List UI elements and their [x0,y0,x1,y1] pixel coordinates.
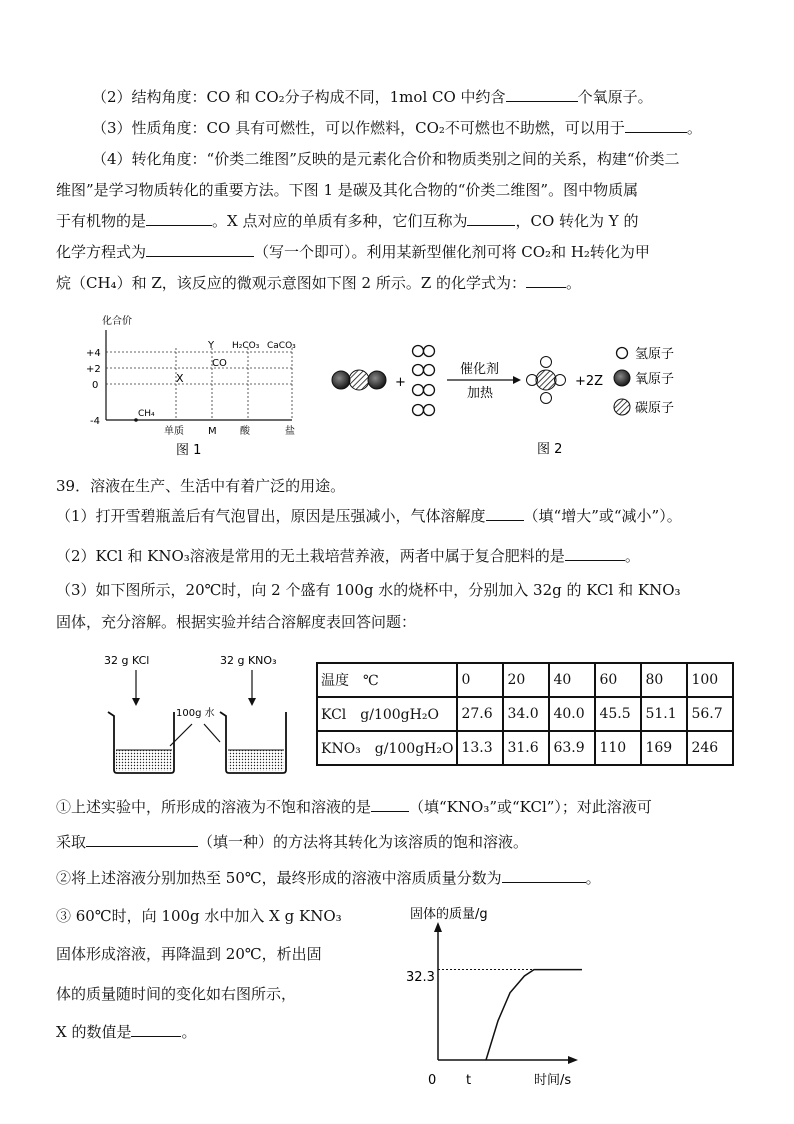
fig1-ylabel: 化合价 [102,316,132,327]
fig1-caption: 图 1 [176,443,202,458]
answer-blank[interactable] [502,868,586,883]
table-cell: 51.1 [641,697,687,731]
table-cell: 110 [595,731,641,765]
figure-1-valence-diagram [80,308,310,458]
q39-s1d: （填一种）的方法将其转化为该溶质的饱和溶液。 [198,833,529,851]
q39-sub2 [56,868,601,888]
q38-p4-l5b: 。 [566,274,582,292]
chart-origin: 0 [428,1073,437,1088]
q38-p2-end: 个氧原子。 [577,88,653,106]
q39-s2a: ②将上述溶液分别加热至 50℃，最终形成的溶液中溶质质量分数为 [56,869,502,887]
answer-blank[interactable] [526,273,566,288]
q39-p2 [56,546,640,566]
table-cell: 60 [595,663,641,697]
table-cell: 169 [641,731,687,765]
answer-blank[interactable] [131,1022,181,1037]
q39-p2a: （2）KCl 和 KNO₃溶液是常用的无土栽培营养液，两者中属于复合肥料的是 [56,547,565,565]
q39-p2b: 。 [624,547,640,565]
answer-blank[interactable] [467,211,515,226]
mass-time-chart [400,900,600,1092]
table-cell: 31.6 [503,731,549,765]
chart-t-marker: t [466,1073,472,1088]
beaker-right-label: 32 g KNO₃ [220,654,277,667]
q39-s3-l4b: 。 [181,1023,197,1041]
fig1-ytick: 0 [92,380,99,391]
q38-p4-l5a: 烷（CH₄）和 Z，该反应的微观示意图如下图 2 所示。Z 的化学式为： [56,274,527,292]
q39-p1 [56,506,682,526]
answer-blank[interactable] [506,87,578,102]
q39-sub3-line4 [56,1022,196,1042]
fig1-xtick: M [208,426,217,437]
table-cell: 27.6 [457,697,503,731]
table-cell: 0 [457,663,503,697]
q39-sub1-line1 [56,797,652,817]
pointer-line [204,724,220,742]
fig2-plus: + [395,375,406,390]
legend-carbon: 碳原子 [635,401,675,416]
fig2-plus-2z: +2Z [575,374,604,389]
fig2-caption: 图 2 [537,442,563,457]
q38-p4-line5 [56,273,581,293]
q39-s1a: ①上述实验中，所形成的溶液为不饱和溶液的是 [56,798,372,816]
q39-s2b: 。 [585,869,601,887]
fig1-xtick: 单质 [164,426,184,437]
q39-s1b: （填“KNO₃”或“KCl”）；对此溶液可 [409,798,652,816]
fig1-point-y: Y [208,340,215,351]
table-row [317,663,733,697]
q38-p2-text: （2）结构角度：CO 和 CO₂分子构成不同，1mol CO 中约含 [92,88,506,106]
hydrogen-legend-icon [617,348,628,359]
oxygen-legend-icon [614,370,630,386]
carbon-legend-icon [614,399,630,415]
answer-blank[interactable] [146,211,212,226]
h2-molecules [413,346,435,416]
q38-p4-l4a: 化学方程式为 [56,243,147,261]
q38-p4-line2: 维图”是学习物质转化的重要方法。下图 1 是碳及其化合物的“价类二维图”。图中物质属 [56,181,639,199]
figure-2-reaction-diagram [325,335,705,460]
answer-blank[interactable] [486,506,524,521]
table-cell: KNO₃ g/100gH₂O [317,731,457,765]
chart-y-marker: 32.3 [406,970,435,985]
table-cell: KCl g/100gH₂O [317,697,457,731]
legend-oxygen: 氧原子 [635,372,675,387]
q38-p2 [92,87,653,107]
q39-title: 39．溶液在生产、生活中有着广泛的用途。 [56,477,346,495]
water-label: 100g 水 [176,708,215,719]
co2-molecule [332,370,386,390]
solubility-table [316,662,734,766]
q38-p4-line1: （4）转化角度：“价类二维图”反映的是元素化合价和物质类别之间的关系，构建“价类二 [92,150,680,168]
fig2-catalyst: 催化剂 [460,362,500,377]
answer-blank[interactable] [625,118,687,133]
arrow-head [248,698,256,706]
ch4-molecule [527,357,566,404]
q38-p4-line4 [56,242,650,262]
beaker-diagram [100,650,310,775]
q39-sub1-line2 [56,832,528,852]
q38-p4-l4b: （写一个即可）。利用某新型催化剂可将 CO₂和 H₂转化为甲 [254,243,650,261]
q39-p3-line1: （3）如下图所示，20℃时，向 2 个盛有 100g 水的烧杯中，分别加入 32g 的 KCl 和 KNO₃ [56,581,681,599]
table-cell: 40.0 [549,697,595,731]
table-cell: 45.5 [595,697,641,731]
q39-p1b: （填“增大”或“减小”）。 [523,507,682,525]
q39-sub3-line3: 体的质量随时间的变化如右图所示， [56,985,297,1003]
answer-blank[interactable] [86,832,198,847]
fig1-point-ch4: CH₄ [138,409,155,419]
answer-blank[interactable] [371,797,409,812]
fig1-ytick: -4 [90,416,100,427]
table-cell: 63.9 [549,731,595,765]
chart-xlabel: 时间/s [534,1073,572,1088]
q38-p3-text: （3）性质角度：CO 具有可燃性，可以作燃料，CO₂不可燃也不助燃，可以用于 [92,119,625,137]
fig1-point-caco3: CaCO₃ [267,341,296,351]
arrow-head [132,698,140,706]
fig1-ytick: +2 [86,364,101,375]
q38-p4-l3a: 于有机物的是 [56,212,147,230]
chart-ylabel: 固体的质量/g [410,907,488,922]
fig1-xtick: 酸 [240,426,250,437]
table-cell: 80 [641,663,687,697]
legend-hydrogen: 氢原子 [635,347,675,362]
table-row [317,697,733,731]
table-cell: 246 [687,731,733,765]
answer-blank[interactable] [565,546,625,561]
q39-p3-line2: 固体，充分溶解。根据实验并结合溶解度表回答问题： [56,613,417,631]
q39-s1c: 采取 [56,833,87,851]
fig1-point-co: CO [212,358,227,369]
x-axis-arrow-icon [568,1056,578,1064]
fig1-point-x: X [176,372,184,385]
table-cell: 40 [549,663,595,697]
fig1-xtick: 盐 [285,426,295,437]
fig1-ytick: +4 [86,348,101,359]
table-cell: 56.7 [687,697,733,731]
chart-series-line [486,970,582,1060]
table-cell: 温度 ℃ [317,663,457,697]
beaker-left-label: 32 g KCl [104,654,150,667]
q39-sub3-line1: ③ 60℃时，向 100g 水中加入 X g KNO₃ [56,907,342,925]
right-beaker [220,712,286,773]
table-cell: 20 [503,663,549,697]
q39-p1a: （1）打开雪碧瓶盖后有气泡冒出，原因是压强减小，气体溶解度 [56,507,486,525]
answer-blank[interactable] [146,242,254,257]
table-cell: 100 [687,663,733,697]
fig2-heat: 加热 [467,386,494,401]
table-cell: 34.0 [503,697,549,731]
left-beaker [108,712,174,773]
fig1-point-h2co3: H₂CO₃ [232,341,260,351]
q38-p4-line3 [56,211,638,231]
q39-sub3-line2: 固体形成溶液，再降温到 20℃，析出固 [56,945,322,963]
q38-p4-l3c: ，CO 转化为 Y 的 [515,212,639,230]
fig2-arrow-head [513,376,521,384]
fig1-grid [106,348,292,420]
table-cell: 13.3 [457,731,503,765]
table-row [317,731,733,765]
q38-p3 [92,118,702,138]
q38-p3-end: 。 [686,119,702,137]
y-axis-arrow-icon [434,922,442,932]
q39-s3-l4a: X 的数值是 [56,1023,132,1041]
q38-p4-l3b: 。X 点对应的单质有多种，它们互称为 [212,212,468,230]
